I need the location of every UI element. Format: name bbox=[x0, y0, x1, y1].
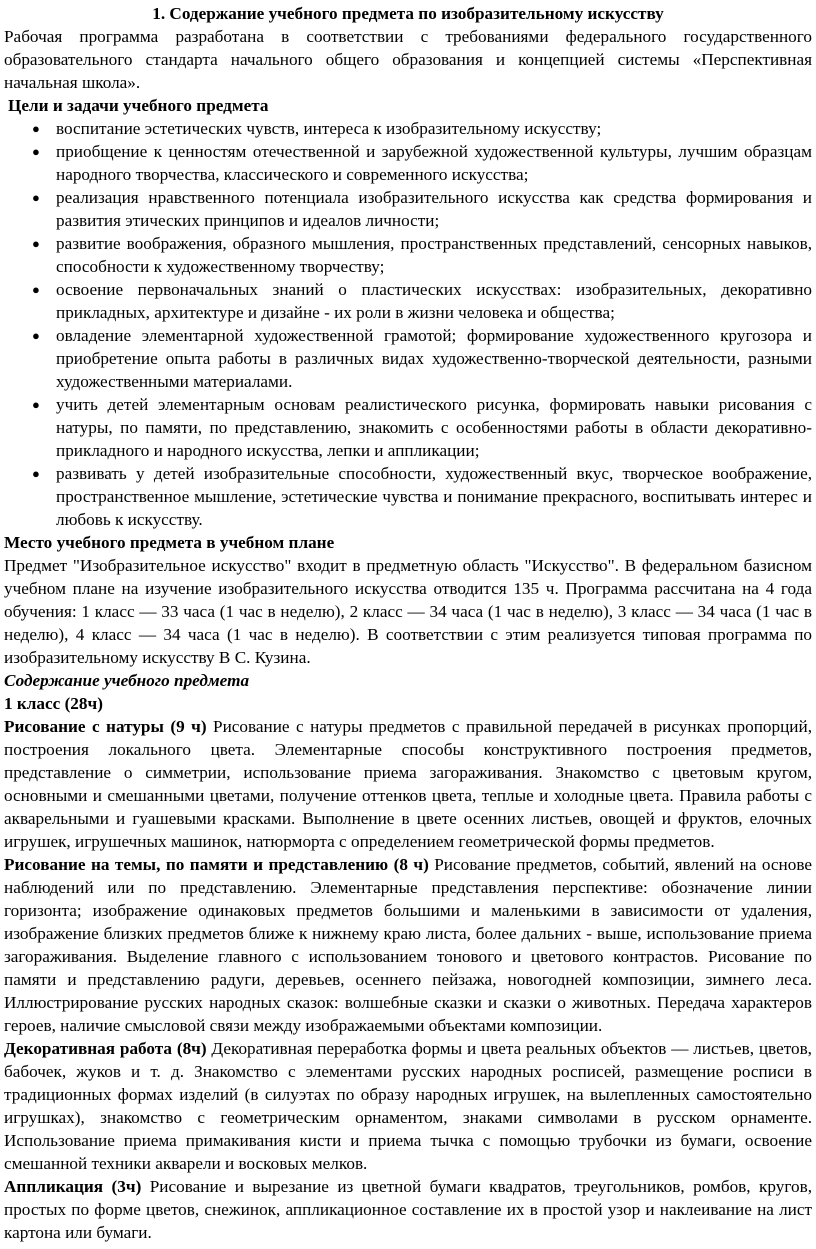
place-paragraph: Предмет "Изобразительное искусство" входит в предметную область "Искусство". В федеральном базисном учебном плане на изучение изобразительного искусства отводится 135 ч. Программа рассчитана на 4 года обучения: 1 класс — 33 часа (1 час в неделю), 2 класс — 34 часа (1 час в неделю), 3 класс — 34 часа (1 час в неделю), 4 класс — 34 часа (1 час в неделю). В соответствии с этим реализуется типовая программа по изобразительному искусству В С. Кузина. bbox=[4, 556, 812, 667]
section-paragraph bbox=[4, 1037, 812, 1175]
list-item: ● освоение первоначальных знаний о пластических искусствах: изобразительных, декоративно прикладных, архитектуре и дизайне - их роли в жизни человека и общества; bbox=[32, 280, 812, 322]
section-lead: Аппликация (3ч) bbox=[4, 1177, 142, 1196]
section-paragraph bbox=[4, 853, 812, 1037]
bullet-icon: ● bbox=[32, 282, 40, 297]
list-item: ● учить детей элементарным основам реалистического рисунка, формировать навыки рисования с натуры, по памяти, по представлению, знакомить с особенностями работы в области декоративно-прикладного и народного искусства, лепки и аппликации; bbox=[32, 395, 812, 460]
section-lead: Рисование на темы, по памяти и представлению (8 ч) bbox=[4, 855, 429, 874]
section-lead: Рисование с натуры (9 ч) bbox=[4, 717, 207, 736]
bullet-icon: ● bbox=[32, 190, 40, 205]
section-text: Рисование с натуры предметов с правильной передачей в рисунках пропорций, построения локального цвета. Элементарные способы конструктивного построения предметов, представление о симметрии, использование приема загораживания. Знакомство с цветовым кругом, основными и смешанными цветами, получение оттенков цвета, теплые и холодные цвета. Правила работы с акварельными и гуашевыми красками. Выполнение в цвете осенних листьев, овощей и фруктов, елочных игрушек, игрушечных машинок, натюрморта с определением геометрической формы предметов. bbox=[4, 717, 812, 851]
list-item: ● развитие воображения, образного мышления, пространственных представлений, сенсорных навыков, способности к художественному творчеству; bbox=[32, 234, 812, 276]
section-text: Декоративная переработка формы и цвета реальных объектов — листьев, цветов, бабочек, жуков и т. д. Знакомство с элементами русских народных росписей, размещение росписи в традиционных формах изделий (в силуэтах по образу народных игрушек, на вылепленных самостоятельно игрушках), знакомство с геометрическим орнаментом, знаками символами в русском орнаменте. Использование приема примакивания кисти и приема тычка с помощью трубочки из бумаги, освоение смешанной техники акварели и восковых мелков. bbox=[4, 1039, 812, 1173]
bullet-icon: ● bbox=[32, 236, 40, 251]
bullet-icon: ● bbox=[32, 466, 40, 481]
list-item: ● овладение элементарной художественной грамотой; формирование художественного кругозора и приобретение опыта работы в различных видах художественно-творческой деятельности, разными художественными материалами. bbox=[32, 326, 812, 391]
grade-heading: 1 класс (28ч) bbox=[4, 694, 103, 713]
list-item: ● реализация нравственного потенциала изобразительного искусства как средства формирования и развития этических принципов и идеалов личности; bbox=[32, 188, 812, 230]
list-item: ● развивать у детей изобразительные способности, художественный вкус, творческое воображение, пространственное мышление, эстетические чувства и понимание прекрасного, воспитывать интерес и любовь к искусству. bbox=[32, 464, 812, 529]
list-item: ● приобщение к ценностям отечественной и зарубежной художественной культуры, лучшим образцам народного творчества, классического и современного искусства; bbox=[32, 142, 812, 184]
place-heading: Место учебного предмета в учебном плане bbox=[4, 533, 335, 552]
intro-paragraph: Рабочая программа разработана в соответствии с требованиями федерального государственного образовательного стандарта начального общего образования и концепцией системы «Перспективная начальная школа». bbox=[4, 27, 812, 92]
goals-list bbox=[4, 117, 812, 531]
section-paragraph bbox=[4, 715, 812, 853]
bullet-icon: ● bbox=[32, 397, 40, 412]
list-item: ● воспитание эстетических чувств, интереса к изобразительному искусству; bbox=[32, 119, 602, 138]
goals-heading: Цели и задачи учебного предмета bbox=[8, 96, 269, 115]
bullet-icon: ● bbox=[32, 121, 40, 136]
section-text: Рисование и вырезание из цветной бумаги квадратов, треугольников, ромбов, кругов, простых по форме цветов, снежинок, аппликационное составление их в простой узор и наклеивание на лист картона или бумаги. bbox=[4, 1177, 812, 1242]
content-heading: Содержание учебного предмета bbox=[4, 671, 250, 690]
bullet-icon: ● bbox=[32, 328, 40, 343]
bullet-icon: ● bbox=[32, 144, 40, 159]
document-title: 1. Содержание учебного предмета по изобразительному искусству bbox=[152, 4, 664, 23]
section-lead: Декоративная работа (8ч) bbox=[4, 1039, 207, 1058]
section-paragraph bbox=[4, 1175, 812, 1244]
section-text: Рисование предметов, событий, явлений на основе наблюдений или по представлению. Элементарные представления перспективе: обозначение линии горизонта; изображение одинаковых предметов большими и маленькими в зависимости от удаления, изображение близких предметов ближе к нижнему краю листа, более дальних - выше, использование приема загораживания. Выделение главного с использованием тонового и цветового контрастов. Рисование по памяти и представлению радуги, деревьев, осеннего пейзажа, новогодней композиции, зимнего леса. Иллюстрирование русских народных сказок: волшебные сказки и сказки о животных. Передача характеров героев, наличие смысловой связи между изображаемыми объектами композиции. bbox=[4, 855, 812, 1035]
